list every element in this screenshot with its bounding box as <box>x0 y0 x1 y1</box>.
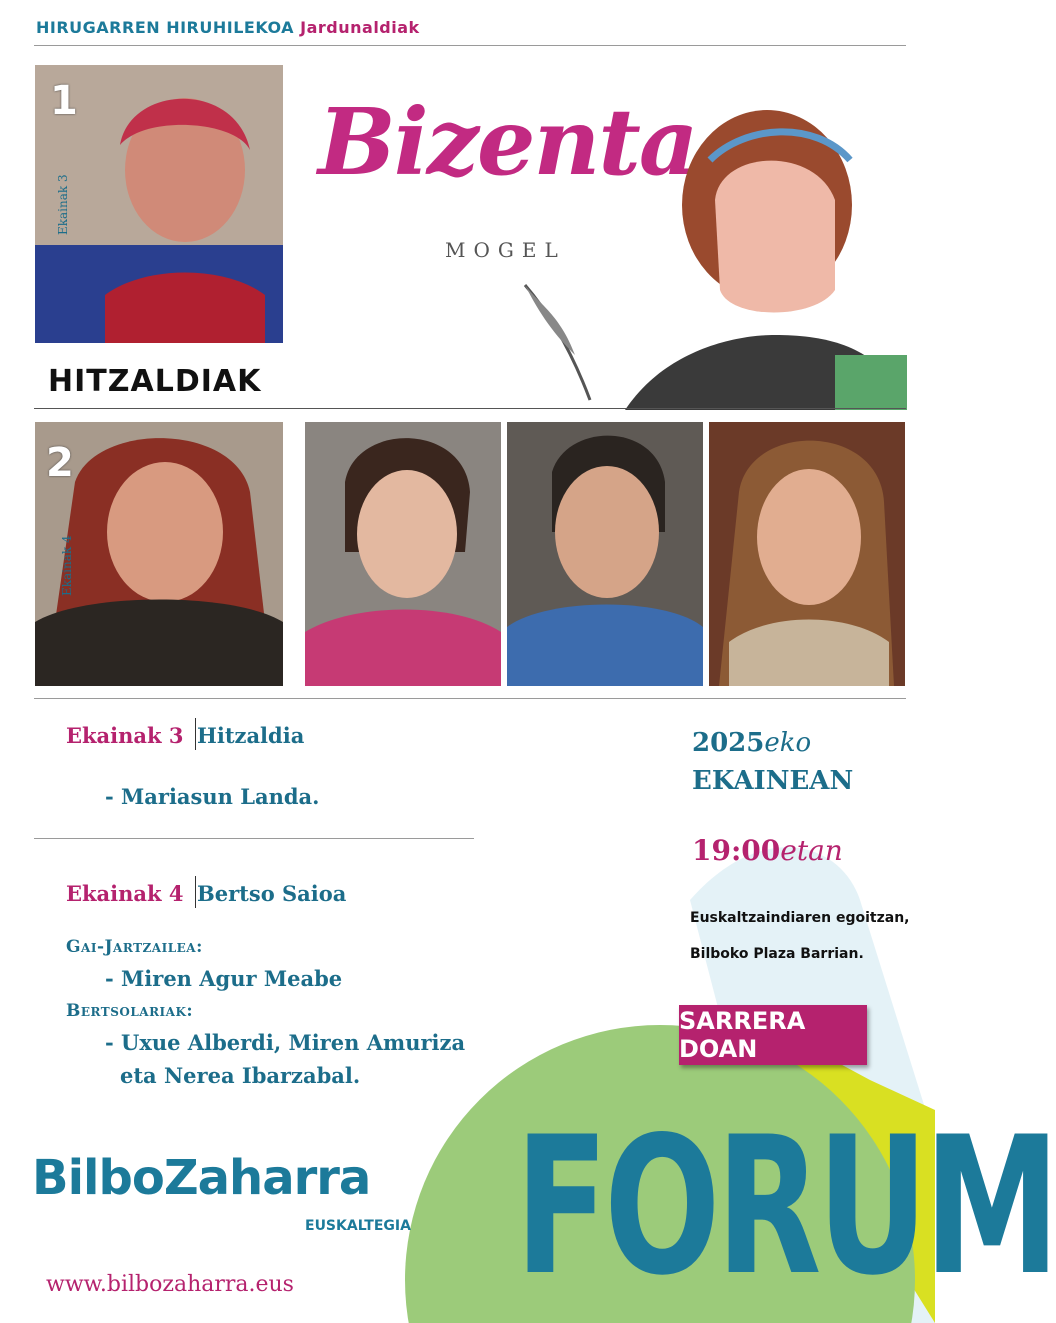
poster-subtitle: MOGEL <box>445 238 566 262</box>
schedule-performers-2: eta Nerea Ibarzabal. <box>120 1063 361 1088</box>
speaker-photo-3 <box>305 422 501 686</box>
info-venue-2: Bilboko Plaza Barrian. <box>690 946 864 962</box>
schedule-day2-date: Ekainak 4 <box>66 881 184 906</box>
website-link[interactable]: www.bilbozaharra.eus <box>46 1272 294 1297</box>
forum-title: FORUM <box>515 1096 1056 1317</box>
schedule-divider <box>34 838 474 839</box>
free-entry-badge: SARRERA DOAN <box>679 1005 867 1065</box>
schedule-host-label: Gai-Jartzailea: <box>66 937 203 957</box>
schedule-day2-event: Bertso Saioa <box>197 881 347 906</box>
speaker-photo-5 <box>709 422 905 686</box>
logo-part-1: Bilbo <box>32 1150 164 1206</box>
section-heading: HITZALDIAK <box>48 364 262 399</box>
schedule-day1-date: Ekainak 3 <box>66 723 184 748</box>
info-venue-1: Euskaltzaindiaren egoitzan, <box>690 910 910 926</box>
photos-divider <box>34 698 906 699</box>
info-year <box>692 728 811 758</box>
poster-title: Bizenta <box>318 88 697 196</box>
day-number-1: 1 <box>50 78 78 124</box>
schedule-day1-event: Hitzaldia <box>197 723 305 748</box>
info-time-number: 19:00 <box>692 834 781 867</box>
schedule-performers-label: Bertsolariak: <box>66 1001 194 1021</box>
bilbozaharra-logo <box>32 1150 370 1206</box>
info-year-suffix: eko <box>764 728 812 758</box>
schedule-host: - Miren Agur Meabe <box>105 966 343 991</box>
schedule-day1-tick <box>195 718 196 750</box>
logo-subtitle: EUSKALTEGIA <box>305 1218 411 1234</box>
day-number-2: 2 <box>46 440 74 486</box>
schedule-day1-speaker: - Mariasun Landa. <box>105 784 320 809</box>
header-series: HIRUGARREN HIRUHILEKOA <box>36 18 295 37</box>
info-month: EKAINEAN <box>692 766 854 796</box>
day-label-2: Ekainak 4 <box>60 535 74 596</box>
speaker-photo-4 <box>507 422 703 686</box>
logo-part-2: Zaharra <box>163 1150 371 1206</box>
info-year-number: 2025 <box>692 728 765 758</box>
schedule-performers-1: - Uxue Alberdi, Miren Amuriza <box>105 1030 466 1055</box>
day-label-1: Ekainak 3 <box>56 174 70 235</box>
bizenta-illustration <box>515 90 910 410</box>
info-time-suffix: etan <box>780 834 843 867</box>
schedule-day2-tick <box>195 876 196 908</box>
info-time <box>692 834 843 867</box>
header-category: Jardunaldiak <box>300 18 420 37</box>
section-divider <box>34 408 906 409</box>
